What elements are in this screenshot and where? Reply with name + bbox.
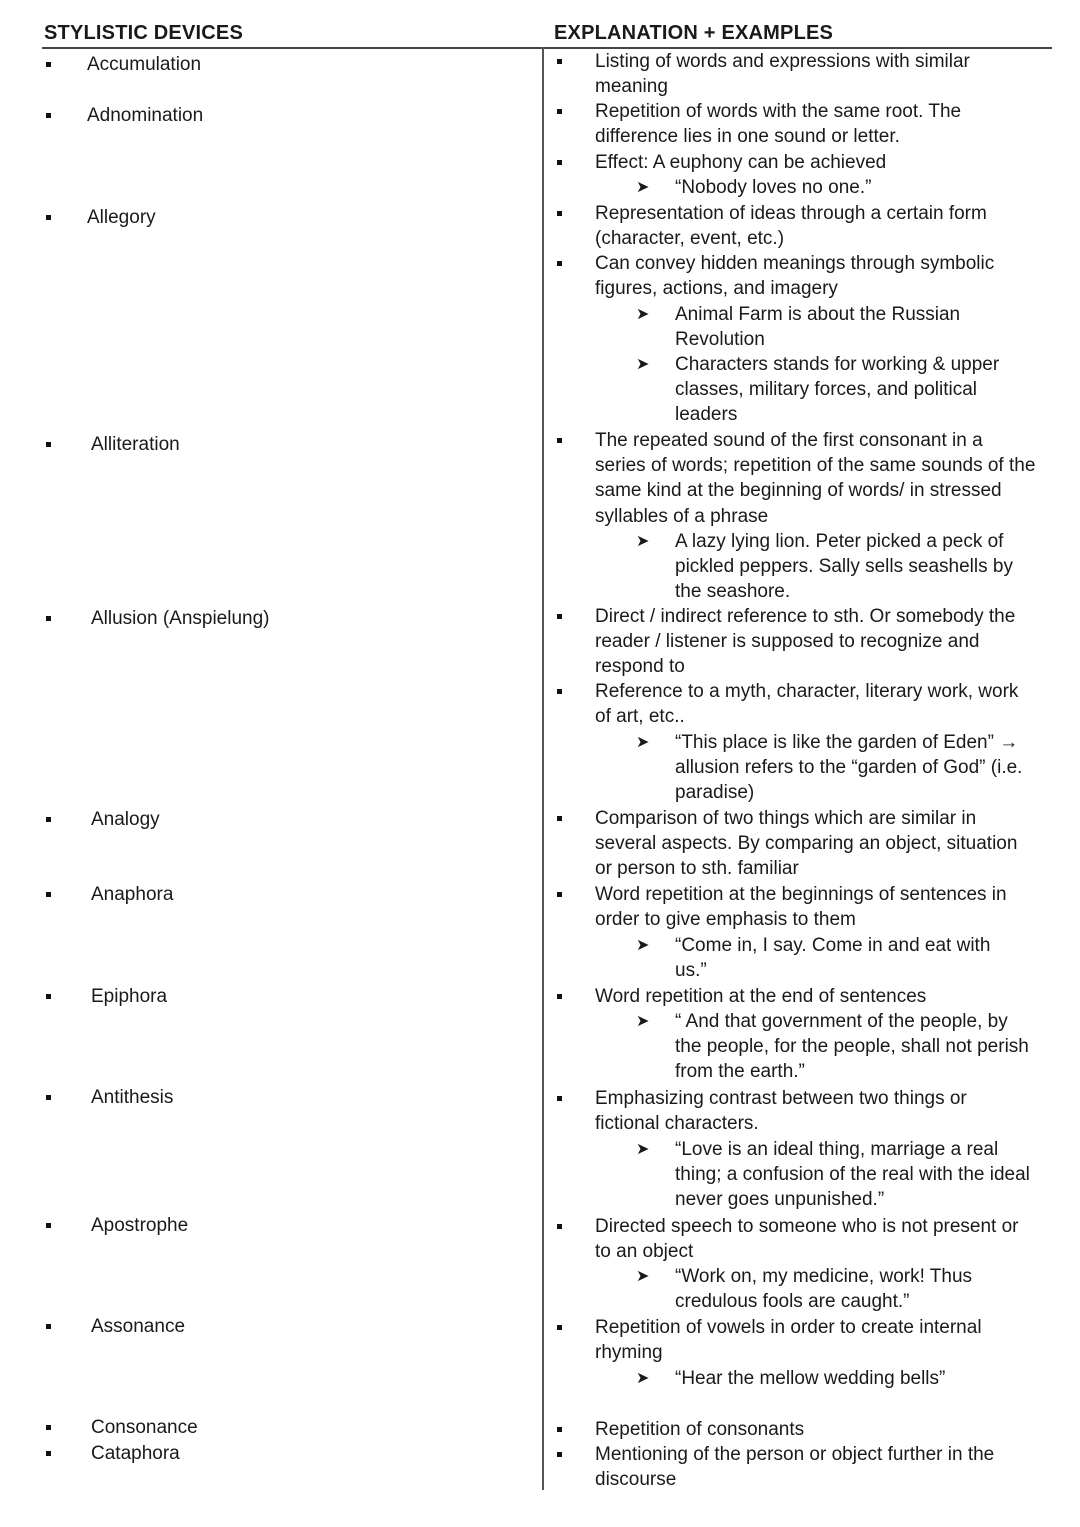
explanation-item: Repetition of words with the same root. The difference lies in one sound or letter. <box>556 99 1036 149</box>
square-bullet-icon <box>557 1325 562 1330</box>
arrowhead-bullet-icon: ➤ <box>636 1370 650 1387</box>
square-bullet-icon <box>46 1324 51 1329</box>
square-bullet-icon <box>557 816 562 821</box>
square-bullet-icon <box>46 113 51 118</box>
column-header-stylistic-devices: STYLISTIC DEVICES <box>44 22 243 44</box>
explanation-item: Effect: A euphony can be achieved <box>556 150 1036 175</box>
square-bullet-icon <box>557 1224 562 1229</box>
arrowhead-bullet-icon: ➤ <box>636 306 650 323</box>
arrowhead-bullet-icon: ➤ <box>636 179 650 196</box>
explanation-item: Reference to a myth, character, literary work, work of art, etc.. <box>556 679 1036 729</box>
explanation-item: Word repetition at the beginnings of sentences in order to give emphasis to them <box>556 882 1036 932</box>
square-bullet-icon <box>557 1452 562 1457</box>
example-item: ➤ “This place is like the garden of Eden” → allusion refers to the “garden of God” (i.e. paradise) <box>636 732 1023 804</box>
square-bullet-icon <box>46 817 51 822</box>
square-bullet-icon <box>46 1223 51 1228</box>
explanation-item: Emphasizing contrast between two things or fictional characters. <box>556 1086 1036 1136</box>
square-bullet-icon <box>557 689 562 694</box>
square-bullet-icon <box>46 994 51 999</box>
example-item: ➤ “Hear the mellow wedding bells” <box>636 1366 1036 1391</box>
square-bullet-icon <box>46 892 51 897</box>
example-item: ➤ Characters stands for working & upper classes, military forces, and political leaders <box>636 354 1000 426</box>
column-header-explanation: EXPLANATION + EXAMPLES <box>554 22 834 44</box>
square-bullet-icon <box>557 1427 562 1432</box>
square-bullet-icon <box>557 160 562 165</box>
explanation-item: Representation of ideas through a certain form (character, event, etc.) <box>556 201 1036 251</box>
square-bullet-icon <box>46 1451 51 1456</box>
square-bullet-icon <box>46 1095 51 1100</box>
square-bullet-icon <box>557 109 562 114</box>
square-bullet-icon <box>557 614 562 619</box>
square-bullet-icon <box>557 1096 562 1101</box>
example-item: ➤ “Love is an ideal thing, marriage a real thing; a confusion of the real with the ideal never goes unpunished.” <box>636 1139 1030 1211</box>
example-item: ➤ Animal Farm is about the Russian Revolution <box>636 304 961 351</box>
square-bullet-icon <box>46 215 51 220</box>
arrowhead-bullet-icon: ➤ <box>636 937 650 954</box>
explanation-item: Listing of words and expressions with similar meaning <box>556 49 1036 99</box>
explanation-item: Repetition of consonants <box>556 1417 1036 1442</box>
square-bullet-icon <box>557 261 562 266</box>
arrowhead-bullet-icon: ➤ <box>636 1013 650 1030</box>
glossary-page: STYLISTIC DEVICES EXPLANATION + EXAMPLES Accumulation Adnomination Allegory Alliteration Allusion (Anspielung) Analogy Anaphora Epiphora Antithesis Apostrophe Assonance Consonance Cataphora Listing of words and expressions with similar meaning Repetition of words with the same root. The difference lies in one sound or letter. Effect: A euphony can be achieved ➤ “Nobody loves no one.” Representation of ideas through a certain form (character, event, etc.) Can convey hidden meanings through symbolic figures, actions, and imagery ➤ Animal Farm is about the Russian Revolution ➤ Characters stands for working & upper classes, military forces, and political leaders The repeated sound of the first consonant in a series of words; repetition of the same sounds of the same kind at the beginning of words/ in stressed syllables of a phrase ➤ A lazy lying lion. Peter picked a peck of pickled peppers. Sally sells seashells by the seashore. Direct / indirect reference to sth. Or somebody the reader / listener is supposed to recognize and respond to Reference to a myth, character, literary work, work of art, etc.. ➤ “This place is like the garden of Eden” → allusion refers to the “garden of God” (i.e. paradise) Comparison of two things which are similar in several aspects. By comparing an object, situation or person to sth. familiar Word repetition at the beginnings of sentences in order to give emphasis to them ➤ “Come in, I say. Come in and eat with us.” Word repetition at the end of sentences ➤ “ And that government of the people, by the people, for the people, shall not perish from the earth.” Emphasizing contrast between two things or fictional characters. ➤ “Love is an ideal thing, marriage a real thing; a confusion of the real with the ideal never goes unpunished.” Directed speech to someone who is not present or to an object ➤ “Work on, my medicine, work! Thus credulous fools are caught.” Repetition of vowels in order to create internal rhyming ➤ “Hear the mellow wedding bells” Repetition of consonants Mentioning of the person or object further in the discourse <box>0 0 1080 1527</box>
arrowhead-bullet-icon: ➤ <box>636 356 650 373</box>
explanation-item: Directed speech to someone who is not present or to an object <box>556 1214 1036 1264</box>
example-item: ➤ “Work on, my medicine, work! Thus credulous fools are caught.” <box>636 1266 973 1313</box>
explanation-item: Can convey hidden meanings through symbolic figures, actions, and imagery <box>556 251 1036 301</box>
explanation-item: Word repetition at the end of sentences <box>556 984 1036 1009</box>
arrowhead-bullet-icon: ➤ <box>636 1141 650 1158</box>
square-bullet-icon <box>557 892 562 897</box>
square-bullet-icon <box>46 1425 51 1430</box>
square-bullet-icon <box>557 438 562 443</box>
square-bullet-icon <box>46 616 51 621</box>
example-item: ➤ “ And that government of the people, by the people, for the people, shall not perish from the earth.” <box>636 1011 1029 1083</box>
explanation-item: Mentioning of the person or object further in the discourse <box>556 1442 1036 1492</box>
square-bullet-icon <box>557 211 562 216</box>
square-bullet-icon <box>46 62 51 67</box>
column-divider <box>542 47 544 1490</box>
example-item: ➤ “Nobody loves no one.” <box>636 175 1036 200</box>
explanation-item: Direct / indirect reference to sth. Or somebody the reader / listener is supposed to recognize and respond to <box>556 604 1036 680</box>
explanation-item: The repeated sound of the first consonant in a series of words; repetition of the same sounds of the same kind at the beginning of words/ in stressed syllables of a phrase <box>556 428 1036 529</box>
square-bullet-icon <box>46 442 51 447</box>
example-item: ➤ “Come in, I say. Come in and eat with us.” <box>636 935 991 982</box>
example-item: ➤ A lazy lying lion. Peter picked a peck of pickled peppers. Sally sells seashells by the seashore. <box>636 531 1013 603</box>
square-bullet-icon <box>557 994 562 999</box>
arrowhead-bullet-icon: ➤ <box>636 533 650 550</box>
explanation-item: Repetition of vowels in order to create internal rhyming <box>556 1315 1036 1365</box>
arrowhead-bullet-icon: ➤ <box>636 1268 650 1285</box>
arrowhead-bullet-icon: ➤ <box>636 734 650 751</box>
square-bullet-icon <box>557 59 562 64</box>
explanation-item: Comparison of two things which are similar in several aspects. By comparing an object, situation or person to sth. familiar <box>556 806 1036 882</box>
